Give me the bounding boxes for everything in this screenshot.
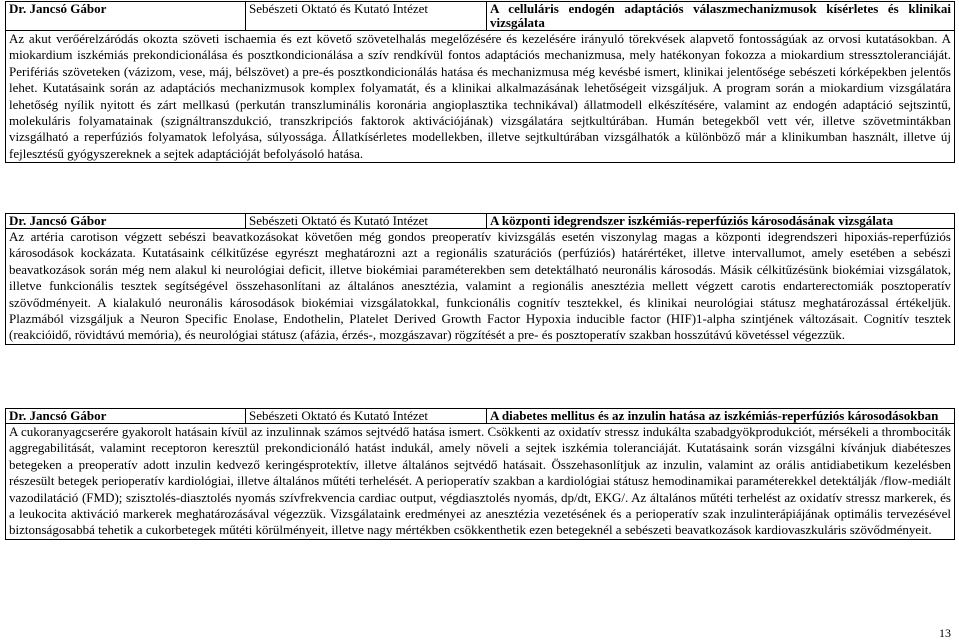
section-header-table xyxy=(5,1,955,31)
project-section-1 xyxy=(5,1,955,163)
section-header-table xyxy=(5,408,955,424)
project-section-3 xyxy=(5,408,955,540)
section-header-table xyxy=(5,213,955,229)
project-section-2 xyxy=(5,213,955,345)
author-name: Dr. Jancsó Gábor xyxy=(6,214,246,229)
project-title: A celluláris endogén adaptációs válaszmechanizmusok kísérletes és klinikai vizsgálata xyxy=(487,2,955,31)
author-name: Dr. Jancsó Gábor xyxy=(6,409,246,424)
author-name: Dr. Jancsó Gábor xyxy=(6,2,246,31)
project-title: A diabetes mellitus és az inzulin hatása az iszkémiás-reperfúziós károsodásokban xyxy=(487,409,955,424)
institute-name: Sebészeti Oktató és Kutató Intézet xyxy=(246,409,487,424)
project-title: A központi idegrendszer iszkémiás-reperfúziós károsodásának vizsgálata xyxy=(487,214,955,229)
project-description: Az akut verőérelzáródás okozta szöveti ischaemia és ezt követő szövetelhalás megelőzésére és kezelésére irányuló törekvések alapvető fontosságúak az orvosi kutatásokban. A miokardium iszkémiás prekondicionálása és posztkondicionálása a szív rendkívül fontos adaptációs mechanizmusa, mely hatékonyan fokozza a miokardium stressztoleranciáját. Perifériás szöveteken (vázizom, vese, máj, bélszövet) a pre-és posztkondicionálás hatása és mechanizmusa még kevésbé ismert, klinikai jelentősége sebészeti kórképekben jelentős lehet. Kutatásaink során az adaptációs mechanizmusok komplex folyamatát, és a klinikai alkalmazásának lehetőségeit vizsgáljuk. A program során a miokardium vizsgálatára lehetőség nyílik nyitott és zárt mellkasú (perkután transzluminális koronária angioplasztika technikával) állatmodell elkészítésére, valamint az endogén adaptáció sejtszintű, molekuláris folyamatainak (szignáltranszdukció, transzkripciós faktorok aktivációjának) vizsgálatára sejtkultúrában. Humán betegekből vett vér, illetve szövetmintákban vizsgálható a reperfúziós folyamatok lefolyása, súlyossága. Állatkísérletes modellekben, illetve sejtkultúrában vizsgálhatók a különböző már a klinikumban használt, illetve új fejlesztésű gyógyszereknek a sejtek adaptációját befolyásoló hatása. xyxy=(5,31,955,163)
project-description: A cukoranyagcserére gyakorolt hatásain kívül az inzulinnak számos sejtvédő hatása ismert. Csökkenti az oxidatív stressz indukálta szabadgyökprodukciót, mérsékeli a thrombociták aggregabilitását, valamint receptoron keresztül prekondicionáló hatást indukál, amely növeli a sejtek iszkémia toleranciáját. Kutatásaink során vizsgálni kívánjuk diabéteszes betegeken a preoperatív adott inzulin kedvező keringésprotektív, illetve általános sejtvédő hatásait. Összehasonlítjuk az inzulin, valamint az orális antidiabetikum kezelésben részesült betegek perioperatív kardiológiai, illetve általános műtéti terhelését. A perioperatív szakban a kardiológiai státusz hemodinamikai paraméterekkel detektálják /flow-mediált vazodilatáció (FMD); szisztolés-diasztolés nyomás szívfrekvencia cardiac output, végdiasztolés nyomás, dp/dt, EKG/. Az általános műtéti terhelést az oxidatív stressz markerek, és a leukocita aktiváció markerek meghatározásával végezzük. Vizsgálataink eredményei az anesztézia vezetésének és a perioperatív szak inzulinterápiájának optimális tervezésével biztonságosabbá tehetik a cukorbetegek műtéti körülményeit, illetve nagy mértékben csökkenthetik ezen betegeknél a sebészeti beavatkozások kardiovaszkuláris szövődményeit. xyxy=(5,424,955,540)
project-description: Az artéria carotison végzett sebészi beavatkozásokat követően még gondos preoperatív kivizsgálás esetén viszonylag magas a központi idegrendszeri hipoxiás-reperfúziós károsodások kockázata. Kutatásaink célkitűzése egyrészt meghatározni azt a regionális szaturációs (perfúziós) határértéket, illetve intervallumot, amely esetében a sebészi beavatkozások során még nem alakul ki neurológiai deficit, illetve biokémiai paraméterekben sem detektálható neuronális károsodás. Másik célkitűzésünk biokémiai vizsgálatok, illetve funkcionális tesztek segítségével összehasonlítani az általános anesztézia, valamint a regionális anesztézia mellett végzett carotis endarterectomiák posztoperatív szövődményeit. A kialakuló neuronális károsodások biokémiai vizsgálatokkal, funkcionális cognitív tesztekkel, és klinikai neurológiai státusz meghatározással értékeljük. Plazmából vizsgáljuk a Neuron Specific Enolase, Endothelin, Platelet Derived Growth Factor Hypoxia inducible factor (HIF)1-alpha szintjének változásait. Cognitív tesztek (reakcióidő, rövidtávú memória), és neurológiai státusz (afázia, érzés-, mozgászavar) rögzítését a pre- és posztoperatív szakban hosszútávú követéssel végezzük. xyxy=(5,229,955,345)
page-number: 13 xyxy=(939,626,951,640)
institute-name: Sebészeti Oktató és Kutató Intézet xyxy=(246,214,487,229)
institute-name: Sebészeti Oktató és Kutató Intézet xyxy=(246,2,487,31)
